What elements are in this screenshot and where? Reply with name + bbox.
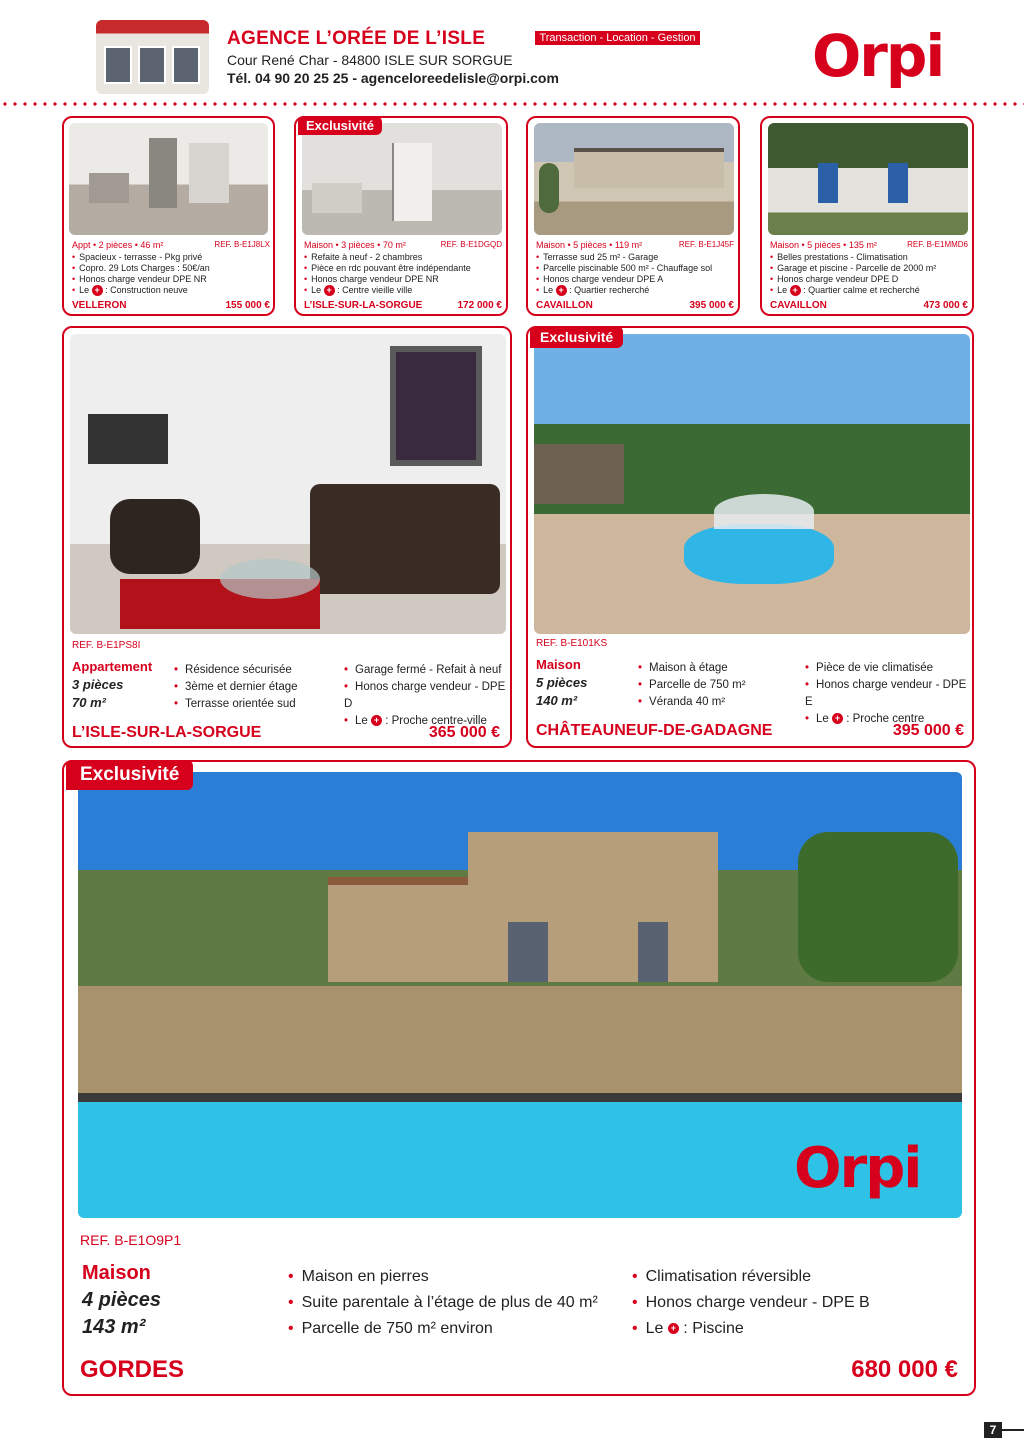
page-number: 7 bbox=[984, 1422, 1002, 1438]
feature-item: • Le + : Construction neuve bbox=[72, 285, 210, 296]
feature-item: • Maison à étage bbox=[638, 660, 746, 677]
listing-type: Maison bbox=[82, 1262, 151, 1284]
listing-city: L’ISLE-SUR-LA-SORGUE bbox=[304, 300, 423, 311]
feature-item: • Honos charge vendeur DPE A bbox=[536, 274, 712, 285]
feature-item: • Parcelle piscinable 500 m² - Chauffage sol bbox=[536, 263, 712, 274]
plus-icon: + bbox=[556, 285, 567, 296]
agency-name: AGENCE L’ORÉE DE L’ISLE bbox=[227, 28, 486, 49]
listing-photo-interior bbox=[69, 123, 268, 235]
plus-icon: + bbox=[832, 713, 843, 724]
listing-card-cavaillon-2[interactable] bbox=[760, 116, 974, 316]
services-badge: Transaction - Location - Gestion bbox=[535, 31, 700, 45]
listing-photo-interior bbox=[302, 123, 502, 235]
listing-photo-living-room bbox=[70, 334, 506, 634]
listing-card-isle-sur-la-sorgue-small[interactable] bbox=[294, 116, 508, 316]
listing-rooms: 5 pièces bbox=[536, 675, 588, 690]
listing-features bbox=[72, 252, 210, 296]
listing-features-col2 bbox=[344, 662, 510, 730]
feature-item: • Garage et piscine - Parcelle de 2000 m² bbox=[770, 263, 936, 274]
listing-ref: REF. B-E1DGQD bbox=[440, 240, 502, 249]
listing-rooms: 3 pièces bbox=[72, 677, 124, 692]
listing-card-velleron[interactable] bbox=[62, 116, 275, 316]
listing-area: 140 m² bbox=[536, 693, 578, 708]
listing-features-col2 bbox=[805, 660, 972, 728]
listing-card-gordes[interactable] bbox=[62, 760, 976, 1396]
feature-item: • Parcelle de 750 m² bbox=[638, 677, 746, 694]
listing-price: 172 000 € bbox=[457, 300, 502, 311]
listing-type: Maison • 5 pièces • 119 m² bbox=[536, 240, 643, 250]
feature-item: • Honos charge vendeur DPE NR bbox=[304, 274, 471, 285]
listing-city: CHÂTEAUNEUF-DE-GADAGNE bbox=[536, 722, 773, 739]
feature-item: • Le + : Centre vieille ville bbox=[304, 285, 471, 296]
agency-storefront-photo bbox=[96, 20, 209, 94]
listing-ref: REF. B-E1PS8I bbox=[72, 640, 141, 651]
feature-item: • Honos charge vendeur - DPE D bbox=[344, 679, 510, 713]
feature-item: • Pièce en rdc pouvant être indépendante bbox=[304, 263, 471, 274]
orpi-watermark: Orpi bbox=[794, 1136, 921, 1201]
listing-ref: REF. B-E101KS bbox=[536, 638, 608, 649]
feature-item: • Spacieux - terrasse - Pkg privé bbox=[72, 252, 210, 263]
listing-price: 680 000 € bbox=[851, 1356, 958, 1383]
feature-item: • Copro. 29 Lots Charges : 50€/an bbox=[72, 263, 210, 274]
listing-price: 365 000 € bbox=[428, 724, 500, 741]
feature-item: • 3ème et dernier étage bbox=[174, 679, 298, 696]
plus-icon: + bbox=[371, 715, 382, 726]
listing-card-house-chateauneuf[interactable] bbox=[526, 326, 974, 748]
feature-item: • Résidence sécurisée bbox=[174, 662, 298, 679]
listing-city: CAVAILLON bbox=[770, 300, 827, 311]
listing-card-cavaillon-1[interactable] bbox=[526, 116, 740, 316]
feature-item: • Refaite à neuf - 2 chambres bbox=[304, 252, 471, 263]
listing-type: Maison • 3 pièces • 70 m² bbox=[304, 240, 406, 250]
listing-type-block bbox=[82, 1260, 161, 1341]
listing-features bbox=[536, 252, 712, 296]
listing-area: 143 m² bbox=[82, 1316, 146, 1338]
feature-item: • Honos charge vendeur DPE NR bbox=[72, 274, 210, 285]
listing-ref: REF. B-E1MMD6 bbox=[907, 240, 968, 249]
feature-item: • Honos charge vendeur - DPE B bbox=[632, 1290, 870, 1316]
listing-type: Appt • 2 pièces • 46 m² bbox=[72, 240, 164, 250]
listing-features-col1 bbox=[174, 662, 298, 713]
exclusive-badge: Exclusivité bbox=[298, 116, 382, 135]
feature-item: • Maison en pierres bbox=[288, 1264, 598, 1290]
feature-item: • Terrasse sud 25 m² - Garage bbox=[536, 252, 712, 263]
listing-type-block bbox=[72, 658, 152, 712]
feature-item: • Le + : Quartier calme et recherché bbox=[770, 285, 936, 296]
orpi-logo: Orpi bbox=[812, 22, 944, 90]
feature-item: • Honos charge vendeur DPE D bbox=[770, 274, 936, 285]
listing-card-apartment-isle[interactable] bbox=[62, 326, 512, 748]
listing-photo-exterior bbox=[534, 123, 734, 235]
listing-price: 155 000 € bbox=[225, 300, 270, 311]
plus-icon: + bbox=[324, 285, 335, 296]
listing-city: L’ISLE-SUR-LA-SORGUE bbox=[72, 724, 262, 741]
agency-contact: Tél. 04 90 20 25 25 - agenceloreedelisle@orpi.com bbox=[227, 70, 559, 86]
listing-type: Maison • 5 pièces • 135 m² bbox=[770, 240, 877, 250]
feature-item: • Le + : Quartier recherché bbox=[536, 285, 712, 296]
listing-price: 395 000 € bbox=[892, 722, 964, 739]
listing-features bbox=[770, 252, 936, 296]
feature-item: • Terrasse orientée sud bbox=[174, 696, 298, 713]
listing-photo-pool bbox=[534, 334, 970, 634]
listing-features bbox=[304, 252, 471, 296]
listing-features-col1 bbox=[638, 660, 746, 711]
plus-icon: + bbox=[668, 1323, 679, 1334]
listing-type: Maison bbox=[536, 657, 581, 672]
feature-item: • Pièce de vie climatisée bbox=[805, 660, 972, 677]
feature-item: • Le + : Proche centre bbox=[805, 711, 972, 728]
exclusive-badge: Exclusivité bbox=[66, 760, 193, 790]
listing-area: 70 m² bbox=[72, 695, 106, 710]
exclusive-badge: Exclusivité bbox=[530, 326, 623, 348]
feature-item: • Parcelle de 750 m² environ bbox=[288, 1316, 598, 1342]
listing-city: GORDES bbox=[80, 1356, 185, 1383]
listing-ref: REF. B-E1J45F bbox=[678, 240, 734, 249]
listing-city: VELLERON bbox=[72, 300, 127, 311]
feature-item: • Honos charge vendeur - DPE E bbox=[805, 677, 972, 711]
plus-icon: + bbox=[790, 285, 801, 296]
agency-header bbox=[0, 0, 1024, 110]
page-number-rule bbox=[1002, 1429, 1024, 1431]
feature-item: • Véranda 40 m² bbox=[638, 694, 746, 711]
listing-features-col1 bbox=[288, 1264, 598, 1342]
listing-ref: REF. B-E1J8LX bbox=[214, 240, 270, 249]
feature-item: • Suite parentale à l’étage de plus de 40 m² bbox=[288, 1290, 598, 1316]
listing-type: Appartement bbox=[72, 659, 153, 674]
listing-city: CAVAILLON bbox=[536, 300, 593, 311]
feature-item: • Garage fermé - Refait à neuf bbox=[344, 662, 510, 679]
feature-item: • Belles prestations - Climatisation bbox=[770, 252, 936, 263]
listing-features-col2 bbox=[632, 1264, 870, 1342]
feature-item: • Le + : Proche centre-ville bbox=[344, 713, 510, 730]
listing-rooms: 4 pièces bbox=[82, 1289, 161, 1311]
listing-ref: REF. B-E1O9P1 bbox=[80, 1232, 182, 1248]
listing-price: 473 000 € bbox=[923, 300, 968, 311]
agency-address: Cour René Char - 84800 ISLE SUR SORGUE bbox=[227, 52, 513, 68]
plus-icon: + bbox=[92, 285, 103, 296]
feature-item: • Climatisation réversible bbox=[632, 1264, 870, 1290]
dotted-divider bbox=[0, 100, 1024, 108]
feature-item: • Le + : Piscine bbox=[632, 1316, 870, 1342]
listing-photo-exterior bbox=[768, 123, 968, 235]
listing-type-block bbox=[536, 656, 587, 710]
listing-price: 395 000 € bbox=[689, 300, 734, 311]
